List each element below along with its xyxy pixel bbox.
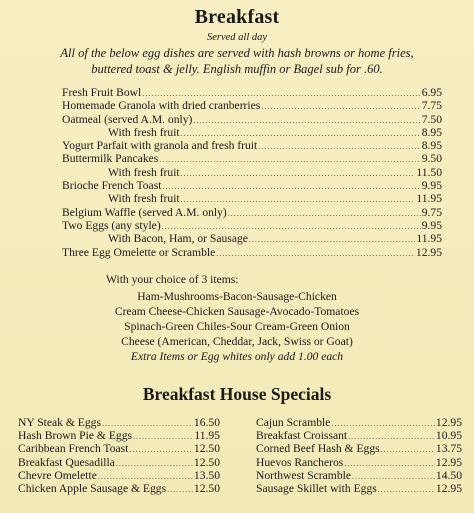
menu-item-price: 6.95 [421,86,442,99]
menu-item-price: 14.50 [435,468,462,482]
menu-item [18,482,220,495]
menu-item-price: 9.95 [421,218,442,232]
menu-item [62,232,442,245]
dot-leader [167,483,193,496]
menu-item [62,86,442,99]
menu-item-price: 11.50 [416,165,442,179]
menu-item [256,442,462,455]
menu-item-name: Yogurt Parfait with granola and fresh fruit [62,139,258,153]
menu-item-price: 9.95 [421,179,442,193]
menu-item-name: Chevre Omelette [18,468,97,482]
dot-leader [162,220,421,233]
menu-item [62,152,442,165]
dot-leader [159,153,420,166]
menu-item [18,456,220,469]
menu-item-name: Buttermilk Pancakes [62,152,159,166]
dot-leader [129,443,193,456]
dot-leader [261,100,420,113]
menu-item [256,416,462,429]
page-subtitle: Served all day [206,32,268,43]
menu-item-name: Cajun Scramble [256,416,331,429]
extras-note: Extra Items or Egg whites only add 1.00 each [130,350,344,363]
menu-item-name: With fresh fruit [108,192,180,206]
menu-item-name: Northwest Scramble [256,468,351,482]
page-title: Breakfast [194,6,280,28]
menu-item-name: Caribbean French Toast [18,442,129,456]
menu-item [62,99,442,112]
specials-title: Breakfast House Specials [142,384,332,404]
menu-item-price: 8.95 [421,125,442,139]
menu-item-name: Breakfast Quesadilla [18,455,115,469]
menu-item-name: Huevos Rancheros [256,455,344,469]
menu-item-name: Two Eggs (any style) [62,218,161,232]
menu-item-price: 7.50 [421,112,442,126]
intro-line-2: buttered toast & jelly. English muffin or Bagel sub for .60. [91,62,383,76]
menu-item-name: Fresh Fruit Bowl [62,86,142,99]
dot-leader [181,127,421,140]
dot-leader [181,193,416,206]
menu-item [18,469,220,482]
choice-line-3: Spinach-Green Chiles-Sour Cream-Green Onion [124,320,350,333]
choice-line-4: Cheese (American, Cheddar, Jack, Swiss or Goat) [121,335,353,348]
menu-item [62,246,442,259]
menu-item [62,206,442,219]
dot-leader [181,167,416,180]
specials-right-column [256,416,462,495]
menu-item-price: 11.95 [416,232,442,246]
menu-item [62,166,442,179]
choice-line-1: Ham-Mushrooms-Bacon-Sausage-Chicken [137,290,337,303]
dot-leader [249,233,415,246]
menu-item-name: Sausage Skillet with Eggs [256,481,377,495]
menu-item-price: 13.75 [435,442,462,456]
dot-leader [193,114,420,127]
menu-item-price: 12.50 [193,481,220,495]
menu-item-name: Breakfast Croissant [256,429,348,443]
menu-item [256,429,462,442]
menu-item [62,192,442,205]
menu-item [62,126,442,139]
menu-item-name: Hash Brown Pie & Eggs [18,429,133,443]
menu-item [256,482,462,495]
dot-leader [133,430,193,443]
intro-text [30,45,444,77]
menu-item-name: Three Egg Omelette or Scramble [62,245,216,259]
menu-item-price: 12.95 [435,416,462,429]
choice-line-2: Cream Cheese-Chicken Sausage-Avocado-Tomatoes [114,305,360,318]
menu-item-price: 8.95 [421,139,442,153]
menu-item-name: With fresh fruit [108,165,180,179]
menu-item-price: 10.95 [435,429,462,443]
dot-leader [216,247,415,260]
dot-leader [142,87,420,100]
menu-item-price: 11.95 [194,429,220,443]
menu-item-price: 12.50 [193,442,220,456]
dot-leader [378,483,435,496]
dot-leader [228,207,421,220]
menu-item [62,139,442,152]
menu-item-price: 12.50 [193,455,220,469]
breakfast-menu-list [62,86,442,259]
menu-item-price: 9.75 [421,205,442,219]
menu-item [62,113,442,126]
dot-leader [162,180,420,193]
menu-item [18,442,220,455]
menu-item [256,469,462,482]
dot-leader [381,443,435,456]
menu-item [62,219,442,232]
menu-item-name: Corned Beef Hash & Eggs [256,442,380,456]
dot-leader [258,140,420,153]
dot-leader [344,457,435,470]
dot-leader [116,457,193,470]
menu-item [256,456,462,469]
menu-item [18,429,220,442]
menu-item-name: Homemade Granola with dried cranberries [62,99,261,113]
menu-item-price: 9.50 [421,152,442,166]
menu-item-price: 11.95 [416,192,442,206]
menu-item-price: 12.95 [435,481,462,495]
choice-header: With your choice of 3 items: [106,273,239,286]
menu-item-price: 12.95 [415,245,442,259]
menu-item-name: With fresh fruit [108,125,180,139]
menu-item-name: Brioche French Toast [62,179,162,193]
menu-item [18,416,220,429]
menu-item-price: 13.50 [193,468,220,482]
menu-item-name: Oatmeal (served A.M. only) [62,112,193,126]
menu-item-price: 16.50 [193,416,220,429]
menu-item-price: 7.75 [421,99,442,113]
menu-item-name: Belgium Waffle (served A.M. only) [62,205,227,219]
menu-item-price: 12.95 [435,455,462,469]
menu-item-name: With Bacon, Ham, or Sausage [108,232,248,246]
intro-line-1: All of the below egg dishes are served with hash browns or home fries, [60,46,414,60]
menu-item-name: NY Steak & Eggs [18,416,101,429]
menu-item [62,179,442,192]
specials-left-column [18,416,220,495]
menu-item-name: Chicken Apple Sausage & Eggs [18,481,167,495]
